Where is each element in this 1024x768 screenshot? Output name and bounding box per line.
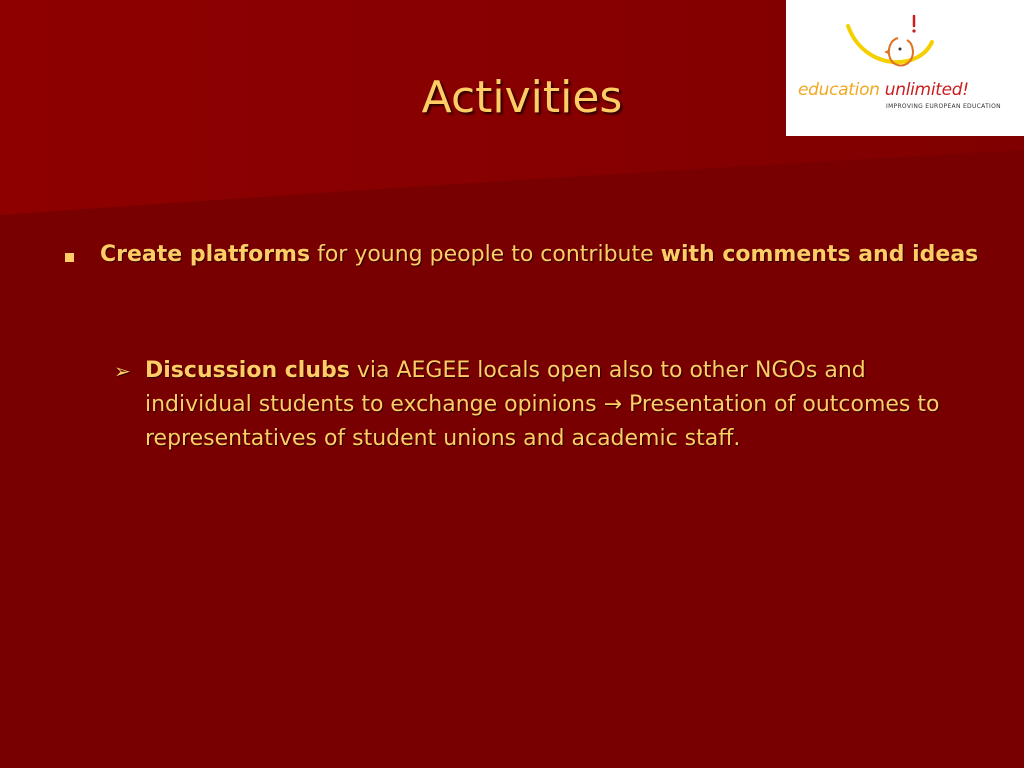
- logo-wordmark: [798, 80, 969, 100]
- sub-bullet-bold-discussion-clubs: Discussion clubs: [145, 358, 350, 383]
- sub-bullet-normal-text-2: Presentation of outcomes to representatives of student unions and academic staff.: [145, 392, 940, 451]
- bullet-bold-comments: with comments and ideas: [660, 242, 979, 267]
- logo-tagline: IMPROVING EUROPEAN EDUCATION: [886, 103, 1001, 110]
- bullet-bold-create-platforms: Create platforms: [100, 242, 311, 267]
- logo-word-unlimited: unlimited!: [884, 80, 969, 100]
- bullet-text: [100, 238, 980, 272]
- square-bullet-icon: [65, 253, 74, 262]
- sub-bullet-normal-text-1: via AEGEE locals open also to other NGOs and individual students to exchange opinions: [145, 358, 866, 417]
- right-arrow-icon: →: [603, 392, 623, 417]
- logo-face-icon: [786, 0, 1024, 136]
- sub-bullet-text: [145, 354, 957, 456]
- bullet-normal-text: for young people to contribute: [310, 242, 661, 267]
- slide-title: Activities: [421, 72, 623, 123]
- logo-word-education: education: [798, 80, 880, 100]
- logo: [786, 0, 1024, 136]
- arrowhead-bullet-icon: ➢: [114, 359, 131, 383]
